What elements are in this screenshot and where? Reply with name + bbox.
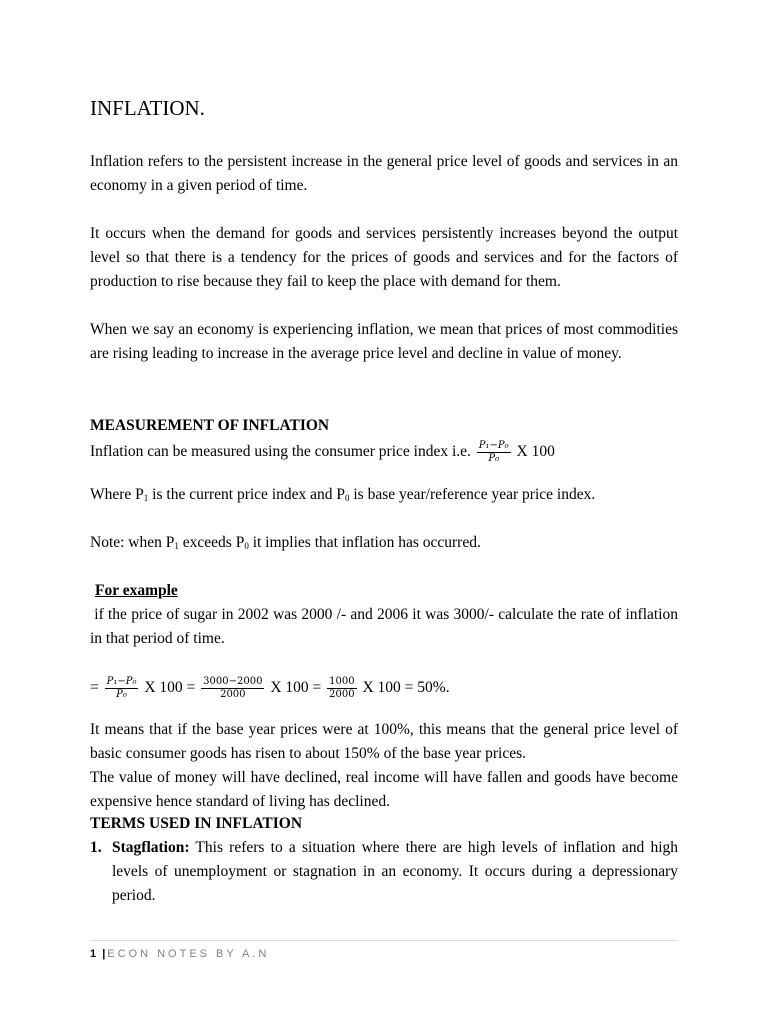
example-fraction-2-denominator: 2000 — [220, 689, 246, 700]
example-calculation-line — [90, 676, 450, 701]
footer-text: ECON NOTES BY A.N — [107, 948, 270, 960]
example-fraction-2 — [201, 676, 264, 701]
footer-divider — [90, 940, 678, 941]
term-list-item — [90, 836, 678, 908]
multiplier-2: X 100 = — [270, 679, 322, 697]
example-explanation-1: It means that if the base year prices were at 100%, this means that the general price level of basic consumer goods has risen to about 150% of the base year prices. — [90, 721, 678, 762]
page-number: 1 — [90, 948, 97, 960]
measurement-heading: MEASUREMENT OF INFLATION — [90, 417, 330, 434]
cpi-formula-denominator: P₀ — [488, 453, 500, 464]
where-text-a: Where P — [90, 486, 144, 503]
intro-paragraph-3: When we say an economy is experiencing inflation, we mean that prices of most commodities are rising leading to increase in the average price level and decline in value of money. — [90, 321, 678, 362]
intro-paragraph-2: It occurs when the demand for goods and services persistently increases beyond the output level so that there is a tendency for the prices of goods and services and for the factors of production to rise because they fail to keep the place with demand for them. — [90, 225, 678, 290]
multiplier-3-result: X 100 = 50%. — [362, 679, 450, 697]
example-fraction-1-numerator: P₁−P₀ — [106, 676, 137, 687]
term-name: Stagflation: — [112, 839, 190, 856]
formula-intro-text: Inflation can be measured using the consumer price index i.e. — [90, 443, 471, 461]
document-title: INFLATION. — [90, 96, 205, 120]
cpi-formula-multiplier: X 100 — [516, 443, 555, 461]
measurement-formula-line — [90, 440, 555, 465]
example-fraction-1 — [105, 676, 139, 701]
note-sub-1: 1 — [174, 541, 179, 551]
note-text-a: Note: when P — [90, 534, 175, 551]
where-text-b: is the current price index and P — [148, 486, 345, 503]
cpi-formula-numerator: P₁−P₀ — [478, 440, 509, 451]
where-text-c: is base year/reference year price index. — [349, 486, 596, 503]
intro-paragraph-1: Inflation refers to the persistent increase in the general price level of goods and services in an economy in a given period of time. — [90, 153, 678, 194]
page-footer — [90, 942, 269, 966]
where-sub-0: 0 — [345, 493, 350, 503]
term-definition: This refers to a situation where there are high levels of inflation and high levels of unemployment or stagnation in an economy. It occurs during a depressionary period. — [112, 839, 678, 904]
example-question-text: if the price of sugar in 2002 was 2000 /- and 2006 it was 3000/- calculate the rate of inflation in that period of time. — [90, 606, 678, 647]
terms-heading: TERMS USED IN INFLATION — [90, 815, 303, 832]
example-question — [90, 603, 678, 651]
where-sub-1: 1 — [143, 493, 149, 503]
example-fraction-3-numerator: 1000 — [329, 676, 355, 687]
note-line — [90, 531, 481, 555]
example-fraction-2-numerator: 3000−2000 — [203, 676, 263, 687]
equals-sign: = — [90, 679, 99, 697]
term-number: 1. — [90, 839, 102, 856]
note-text-b: exceeds P — [178, 534, 245, 551]
example-heading — [95, 579, 178, 603]
term-body — [112, 836, 678, 908]
note-text-c: it implies that inflation has occurred. — [248, 534, 481, 551]
example-explanation-2: The value of money will have declined, real income will have fallen and goods have become expensive hence standard of living has declined. — [90, 769, 678, 810]
multiplier-1: X 100 = — [144, 679, 196, 697]
note-sub-0: 0 — [244, 541, 249, 551]
cpi-formula-fraction — [477, 440, 511, 465]
where-definition-line — [90, 483, 595, 507]
example-fraction-3-denominator: 2000 — [329, 689, 355, 700]
example-fraction-3 — [327, 676, 356, 701]
example-heading-text: For example — [95, 582, 178, 599]
footer-separator: | — [102, 948, 106, 960]
example-fraction-1-denominator: P₀ — [116, 689, 127, 700]
